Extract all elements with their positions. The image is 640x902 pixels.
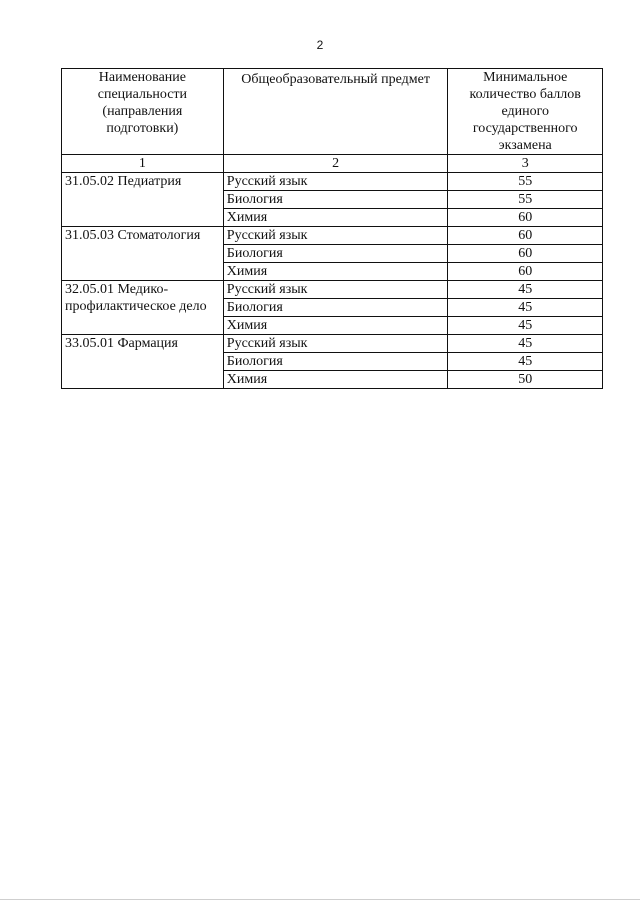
subject-cell: Биология (223, 353, 448, 371)
score-cell: 60 (448, 263, 603, 281)
specialty-name: 31.05.02 Педиатрия (62, 173, 224, 227)
column-number-row (62, 155, 603, 173)
header-subject: Общеобразовательный предмет (223, 69, 448, 155)
subject-cell: Химия (223, 209, 448, 227)
page-number: 2 (316, 38, 324, 52)
score-cell: 55 (448, 173, 603, 191)
table-row (62, 173, 603, 191)
header-specialty: Наименование специальности (направления подготовки) (62, 69, 224, 155)
score-cell: 45 (448, 299, 603, 317)
subject-cell: Химия (223, 263, 448, 281)
score-cell: 45 (448, 335, 603, 353)
table-body (62, 173, 603, 389)
subject-cell: Химия (223, 317, 448, 335)
header-row (62, 69, 603, 155)
scan-edge-line (0, 899, 640, 900)
subject-cell: Русский язык (223, 173, 448, 191)
specialty-name: 32.05.01 Медико-профилактическое дело (62, 281, 224, 335)
column-number-2: 2 (223, 155, 448, 173)
score-cell: 45 (448, 317, 603, 335)
score-cell: 60 (448, 227, 603, 245)
score-cell: 55 (448, 191, 603, 209)
subject-cell: Русский язык (223, 281, 448, 299)
table-row (62, 227, 603, 245)
table-row (62, 335, 603, 353)
subject-cell: Русский язык (223, 335, 448, 353)
score-cell: 45 (448, 281, 603, 299)
score-cell: 45 (448, 353, 603, 371)
specialty-name: 33.05.01 Фармация (62, 335, 224, 389)
column-number-1: 1 (62, 155, 224, 173)
header-min-score: Минимальное количество баллов единого государственного экзамена (448, 69, 603, 155)
score-cell: 60 (448, 209, 603, 227)
score-cell: 60 (448, 245, 603, 263)
table-header (62, 69, 603, 173)
subject-cell: Русский язык (223, 227, 448, 245)
subject-cell: Биология (223, 245, 448, 263)
specialty-name: 31.05.03 Стоматология (62, 227, 224, 281)
table-row (62, 281, 603, 299)
admission-scores-table (61, 68, 603, 389)
subject-cell: Биология (223, 299, 448, 317)
subject-cell: Биология (223, 191, 448, 209)
score-cell: 50 (448, 371, 603, 389)
subject-cell: Химия (223, 371, 448, 389)
column-number-3: 3 (448, 155, 603, 173)
